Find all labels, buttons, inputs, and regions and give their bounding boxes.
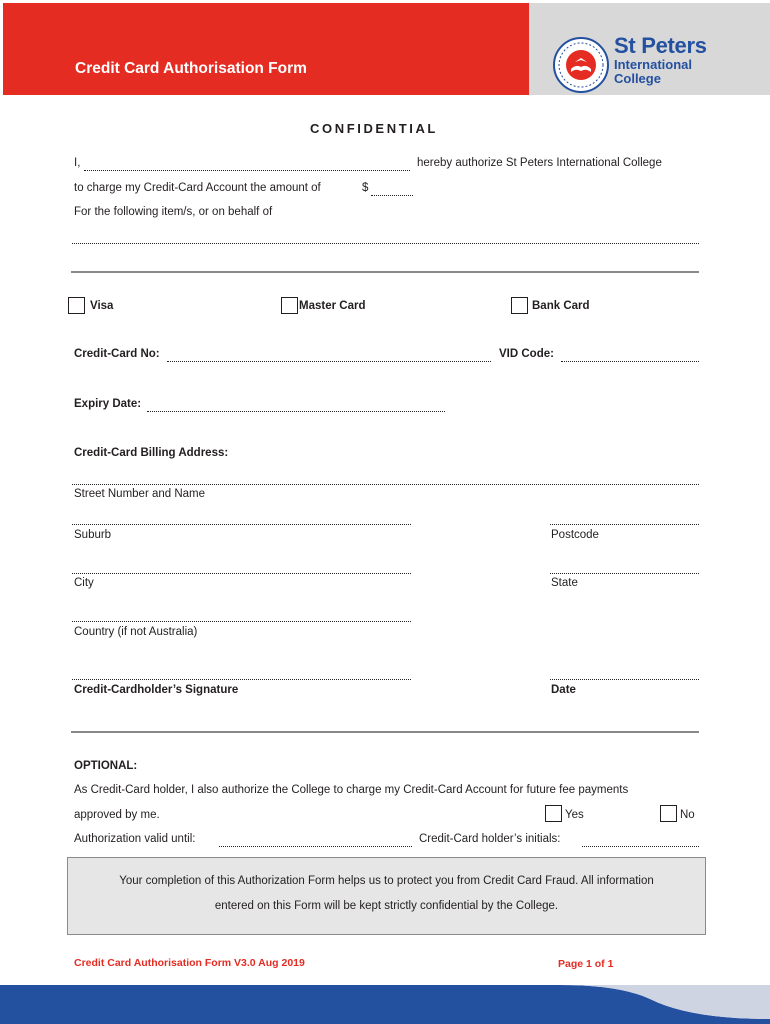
items-text: For the following item/s, or on behalf of (74, 206, 273, 218)
valid-until-label: Authorization valid until: (74, 833, 196, 845)
signature-input[interactable] (72, 679, 411, 680)
yes-checkbox[interactable] (545, 805, 562, 822)
dollar-sign: $ (362, 182, 369, 194)
no-label: No (680, 809, 695, 821)
amount-input[interactable] (371, 195, 413, 196)
form-title: Credit Card Authorisation Form (75, 60, 307, 77)
state-input[interactable] (550, 573, 699, 574)
section-divider (71, 271, 699, 273)
valid-until-input[interactable] (219, 846, 412, 847)
date-label: Date (551, 684, 576, 696)
postcode-label: Postcode (551, 529, 599, 541)
optional-text-line2: approved by me. (74, 809, 160, 821)
no-checkbox[interactable] (660, 805, 677, 822)
vid-code-label: VID Code: (499, 348, 554, 360)
privacy-notice-box (67, 857, 706, 935)
bankcard-label: Bank Card (532, 300, 590, 312)
footer-wave (0, 975, 770, 1024)
bankcard-checkbox[interactable] (511, 297, 528, 314)
suburb-input[interactable] (72, 524, 411, 525)
signature-label: Credit-Cardholder’s Signature (74, 684, 239, 696)
notice-line1: Your completion of this Authorization Form helps us to protect you from Credit Card Fraud. All information (119, 875, 654, 887)
logo-name-line2: International (614, 57, 693, 72)
logo-name-line1: St Peters (614, 33, 707, 58)
street-input[interactable] (72, 484, 699, 485)
intro-i-label: I, (74, 157, 81, 169)
logo-name-line3: College (614, 71, 661, 86)
country-label: Country (if not Australia) (74, 626, 198, 638)
page-number: Page 1 of 1 (558, 958, 614, 970)
name-input[interactable] (84, 170, 410, 171)
expiry-date-input[interactable] (147, 411, 445, 412)
billing-address-heading: Credit-Card Billing Address: (74, 447, 229, 459)
charge-text: to charge my Credit-Card Account the amount of (74, 182, 321, 194)
street-label: Street Number and Name (74, 488, 206, 500)
yes-label: Yes (565, 809, 584, 821)
date-input[interactable] (550, 679, 699, 680)
optional-text-line1: As Credit-Card holder, I also authorize the College to charge my Credit-Card Account for future fee payments (74, 784, 629, 796)
mastercard-label: Master Card (299, 300, 366, 312)
state-label: State (551, 577, 578, 589)
header-banner (3, 3, 529, 95)
mastercard-checkbox[interactable] (281, 297, 298, 314)
form-version: Credit Card Authorisation Form V3.0 Aug 2019 (74, 957, 305, 969)
suburb-label: Suburb (74, 529, 112, 541)
optional-heading: OPTIONAL: (74, 760, 138, 772)
visa-label: Visa (90, 300, 114, 312)
country-input[interactable] (72, 621, 411, 622)
confidential-heading: CONFIDENTIAL (310, 121, 438, 136)
vid-code-input[interactable] (561, 361, 699, 362)
card-number-label: Credit-Card No: (74, 348, 160, 360)
expiry-date-label: Expiry Date: (74, 398, 142, 410)
city-input[interactable] (72, 573, 411, 574)
initials-input[interactable] (582, 846, 699, 847)
items-input[interactable] (72, 243, 699, 244)
section-divider (71, 731, 699, 733)
college-seal-icon (552, 36, 610, 94)
initials-label: Credit-Card holder’s initials: (419, 833, 561, 845)
city-label: City (74, 577, 94, 589)
card-number-input[interactable] (167, 361, 491, 362)
notice-line2: entered on this Form will be kept strictly confidential by the College. (214, 900, 559, 912)
visa-checkbox[interactable] (68, 297, 85, 314)
authorize-text: hereby authorize St Peters International College (417, 157, 662, 169)
postcode-input[interactable] (550, 524, 699, 525)
